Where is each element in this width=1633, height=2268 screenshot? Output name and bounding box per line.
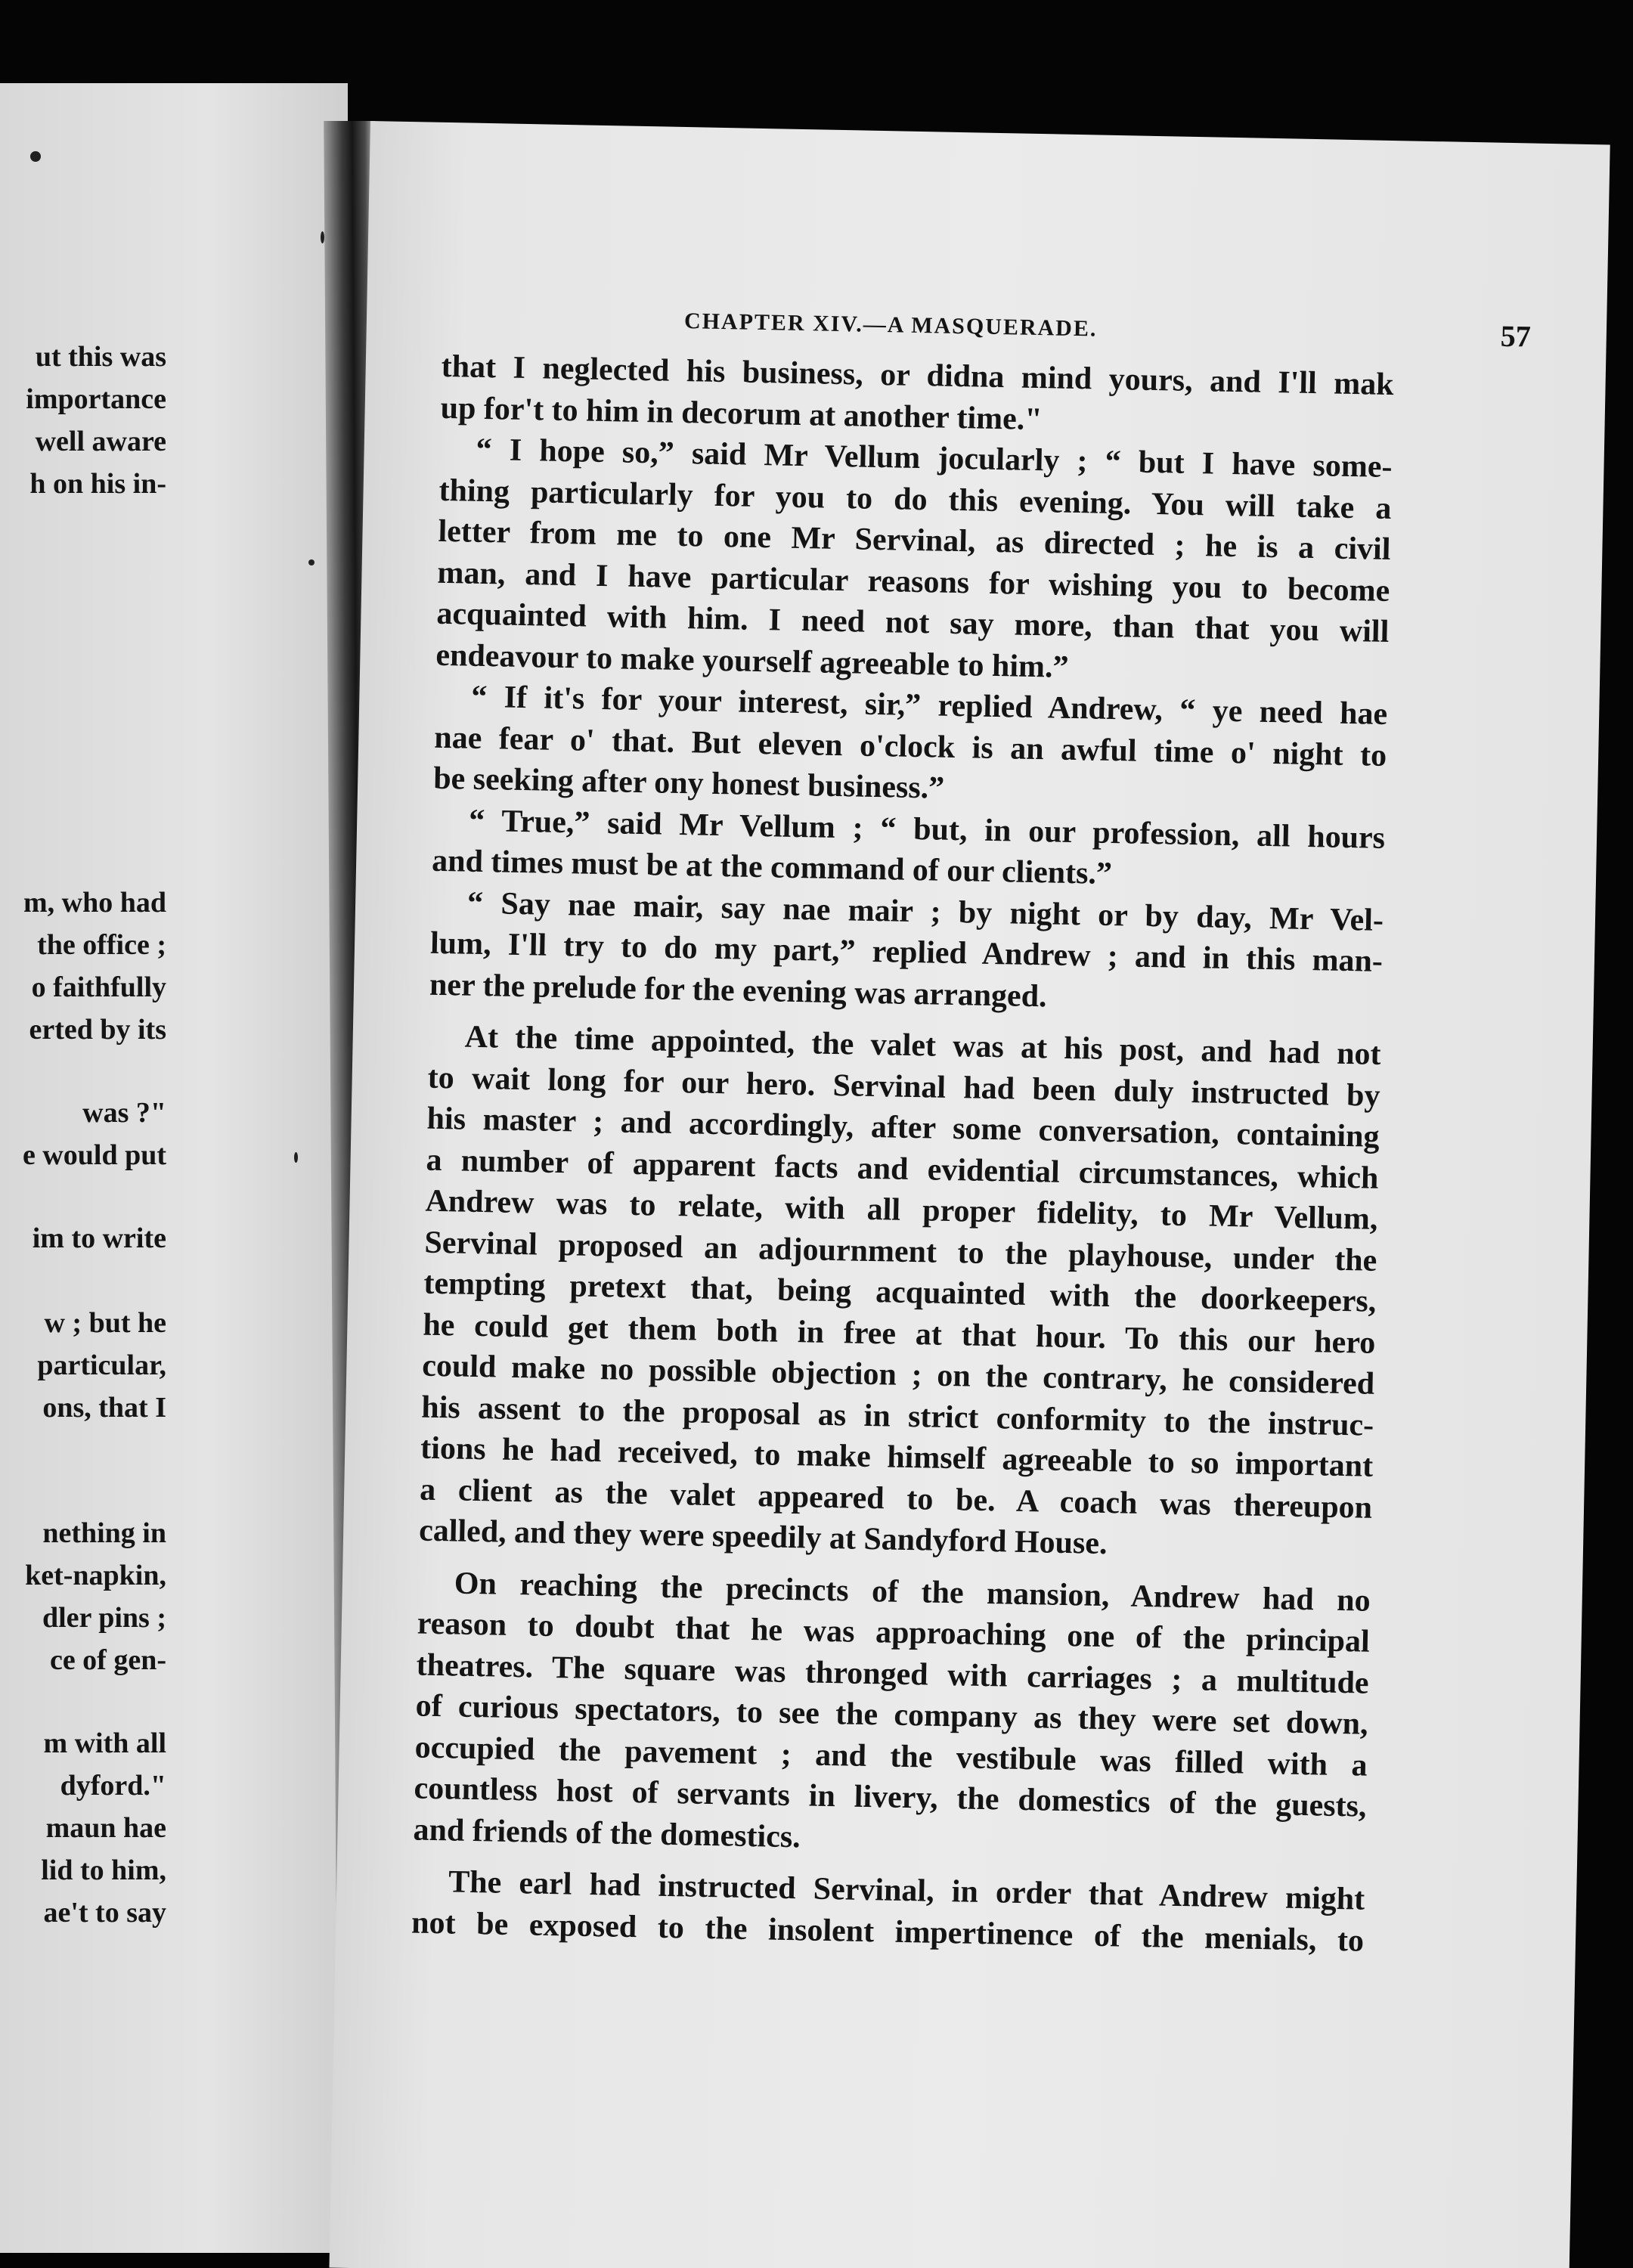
- text-line: could make no possible objection ; on the contrary, he considered: [421, 1348, 1375, 1402]
- scan-speck: [321, 231, 324, 243]
- text-line: letter from me to one Mr Servinal, as directed ; he is a civil: [438, 513, 1391, 568]
- left-page-line: ket-napkin,: [25, 1560, 166, 1591]
- text-line: acquainted with him. I need not say more, than that you will: [436, 596, 1390, 649]
- left-page-line: h on his in-: [29, 468, 166, 500]
- text-line: Andrew was to relate, with all proper fidelity, to Mr Vellum,: [425, 1183, 1378, 1237]
- text-line: reason to doubt that he was approaching one of the principal: [417, 1606, 1371, 1659]
- scan-speck: [30, 151, 41, 162]
- text-line: man, and I have particular reasons for wishing you to become: [437, 555, 1390, 609]
- body-text: [411, 346, 1394, 1962]
- text-line: The earl had instructed Servinal, in order that Andrew might: [448, 1864, 1365, 1917]
- text-line: and times must be at the command of our clients.”: [431, 843, 1113, 892]
- left-page: [0, 83, 348, 2253]
- text-line: occupied the pavement ; and the vestibule was filled with a: [414, 1730, 1368, 1783]
- left-page-line: ce of gen-: [49, 1644, 166, 1676]
- left-page-line: e would put: [22, 1139, 166, 1171]
- left-page-line: lid to him,: [41, 1854, 166, 1886]
- text-line: At the time appointed, the valet was at his post, and had not: [464, 1019, 1381, 1072]
- text-line: “ I hope so,” said Mr Vellum jocularly ; “ but I have some-: [476, 432, 1393, 485]
- left-page-line: the office ;: [37, 929, 166, 961]
- left-page-line: ae't to say: [43, 1897, 166, 1929]
- text-line: “ True,” said Mr Vellum ; “ but, in our profession, all hours: [468, 803, 1386, 856]
- page-number: 57: [1500, 318, 1532, 354]
- left-page-line: dler pins ;: [42, 1602, 166, 1634]
- text-line: On reaching the precincts of the mansion, Andrew had no: [454, 1565, 1371, 1619]
- text-line: tions he had received, to make himself agreeable to so important: [420, 1430, 1374, 1484]
- text-line: thing particularly for you to do this evening. You will take a: [438, 472, 1392, 526]
- text-line: he could get them both in free at that hour. To this our hero: [423, 1307, 1376, 1361]
- text-line: not be exposed to the insolent impertinence of the menials, to: [411, 1904, 1365, 1959]
- left-page-line: maun hae: [45, 1812, 166, 1844]
- left-page-line: m, who had: [23, 887, 166, 919]
- text-line: a number of apparent facts and evidential circumstances, which: [426, 1142, 1379, 1196]
- right-page: [329, 121, 1610, 2268]
- left-page-line: o faithfully: [31, 971, 166, 1003]
- running-head: CHAPTER XIV.—A MASQUERADE.: [683, 308, 1098, 342]
- left-page-line: was ?": [82, 1097, 166, 1129]
- text-line: tempting pretext that, being acquainted with the doorkeepers,: [423, 1266, 1377, 1319]
- text-line: of curious spectators, to see the company as they were set down,: [415, 1688, 1368, 1742]
- text-line: up for't to him in decorum at another time.": [440, 390, 1043, 437]
- left-page-line: well aware: [35, 426, 166, 457]
- left-page-line: m with all: [43, 1727, 166, 1759]
- text-line: that I neglected his business, or didna mind yours, and I'll mak: [441, 349, 1394, 403]
- scan-speck: [308, 559, 315, 565]
- left-page-line: ut this was: [35, 341, 166, 373]
- text-line: countless host of servants in livery, the domestics of the guests,: [414, 1771, 1367, 1824]
- text-line: be seeking after ony honest business.”: [432, 761, 945, 806]
- text-line: Servinal proposed an adjournment to the playhouse, under the: [424, 1225, 1377, 1278]
- text-line: and friends of the domestics.: [413, 1812, 801, 1854]
- left-page-line: nething in: [42, 1517, 166, 1549]
- text-line: “ Say nae mair, say nae mair ; by night or by day, Mr Vel-: [466, 885, 1384, 938]
- text-line: endeavour to make yourself agreeable to him.”: [435, 637, 1069, 685]
- text-line: ner the prelude for the evening was arranged.: [429, 967, 1048, 1014]
- left-page-line: w ; but he: [44, 1307, 166, 1339]
- text-line: to wait long for our hero. Servinal had been duly instructed by: [427, 1060, 1380, 1114]
- left-page-line: dyford.": [60, 1770, 166, 1802]
- text-line: nae fear o' that. But eleven o'clock is an awful time o' night to: [433, 720, 1387, 773]
- text-line: theatres. The square was thronged with carriages ; a multitude: [416, 1647, 1370, 1701]
- left-page-line: im to write: [32, 1222, 166, 1254]
- text-line: his assent to the proposal as in strict conformity to the instruc-: [420, 1390, 1374, 1443]
- scan-speck: [294, 1152, 298, 1163]
- text-line: his master ; and accordingly, after some conversation, containing: [426, 1101, 1380, 1154]
- left-page-line: erted by its: [29, 1014, 166, 1046]
- text-line: “ If it's for your interest, sir,” replied Andrew, “ ye need hae: [470, 679, 1388, 732]
- text-line: lum, I'll try to do my part,” replied Andrew ; and in this man-: [429, 925, 1384, 979]
- text-line: called, and they were speedily at Sandyford House.: [418, 1513, 1108, 1562]
- left-page-line: particular,: [37, 1349, 166, 1381]
- text-line: a client as the valet appeared to be. A coach was thereupon: [419, 1472, 1373, 1526]
- left-page-line: ons, that I: [42, 1392, 166, 1424]
- left-page-line: importance: [26, 383, 166, 415]
